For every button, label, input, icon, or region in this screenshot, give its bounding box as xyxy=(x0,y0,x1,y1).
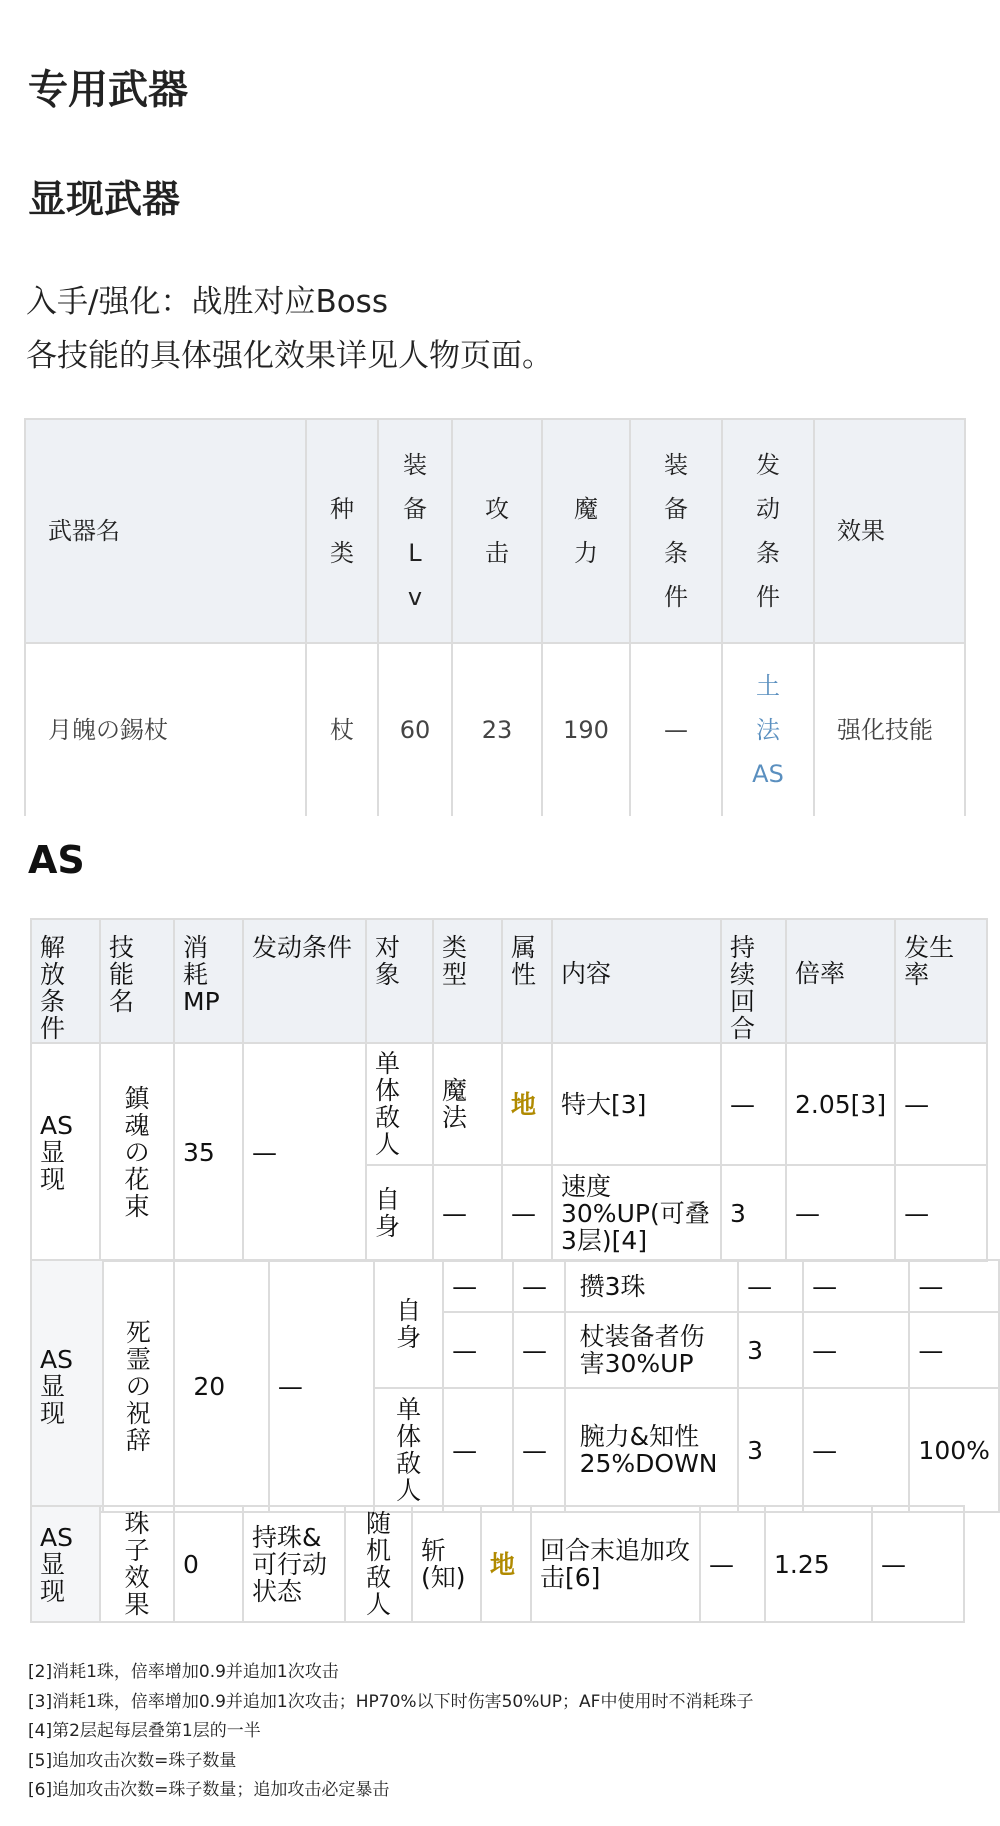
header-magic: 魔力 xyxy=(542,419,630,643)
skill2-content-2: 杖装备者伤害30%UP xyxy=(565,1312,739,1388)
weapon-name: 月魄の錫杖 xyxy=(25,643,306,816)
weapon-effect: 强化技能 xyxy=(814,643,965,816)
table-row xyxy=(31,1506,964,1622)
skill1-mp: 35 xyxy=(174,1043,243,1261)
footnote-5: [5]追加攻击次数=珠子数量 xyxy=(28,1750,237,1771)
skill2-kind-3: — xyxy=(443,1388,513,1512)
trigger-link[interactable]: 土法AS xyxy=(752,672,784,788)
skill2-unlock: AS显现 xyxy=(31,1260,103,1512)
as-heading: AS xyxy=(28,838,85,882)
skill3-name: 珠子效果 xyxy=(100,1506,174,1622)
skill2-chance-2: — xyxy=(909,1312,999,1388)
table-row xyxy=(31,1260,999,1312)
skill3-condition: 持珠&可行动状态 xyxy=(243,1506,345,1622)
header-type: 种类 xyxy=(306,419,378,643)
skill3-turns: — xyxy=(700,1506,765,1622)
skill2-target-self: 自身 xyxy=(374,1260,443,1388)
skill2-turns-1: — xyxy=(738,1260,803,1312)
skill1-content-2: 速度30%UP(可叠3层)[4] xyxy=(552,1165,721,1261)
skill1-target-2: 自身 xyxy=(366,1165,433,1261)
footnotes xyxy=(28,1658,753,1806)
skill2-condition: — xyxy=(269,1260,374,1512)
table-row xyxy=(25,643,965,816)
skill2-attribute-1: — xyxy=(513,1260,565,1312)
header-turns: 持续回合 xyxy=(721,919,786,1043)
header-chance: 发生率 xyxy=(895,919,987,1043)
header-level: 装备Lv xyxy=(378,419,452,643)
skill1-chance-2: — xyxy=(895,1165,987,1261)
header-attribute: 属性 xyxy=(502,919,552,1043)
as-table-header xyxy=(31,919,987,1043)
skill1-attribute: 地 xyxy=(502,1043,552,1165)
header-skill-name: 技能名 xyxy=(100,919,174,1043)
header-unlock: 解放条件 xyxy=(31,919,100,1043)
skill3-kind: 斩(知) xyxy=(412,1506,481,1622)
skill2-turns-2: 3 xyxy=(738,1312,803,1388)
intro-line-2: 各技能的具体强化效果详见人物页面。 xyxy=(26,338,553,374)
skill3-rate: 1.25 xyxy=(765,1506,872,1622)
section-title: 显现武器 xyxy=(28,177,181,221)
skill3-unlock: AS显现 xyxy=(31,1506,100,1622)
skill3-content: 回合末追加攻击[6] xyxy=(531,1506,700,1622)
skill2-rate-2: — xyxy=(803,1312,909,1388)
header-attack: 攻击 xyxy=(452,419,542,643)
header-weapon-name: 武器名 xyxy=(25,419,306,643)
weapon-magic: 190 xyxy=(542,643,630,816)
skill2-target-enemy: 单体敌人 xyxy=(374,1388,443,1512)
weapon-attack: 23 xyxy=(452,643,542,816)
skill1-attribute-2: — xyxy=(502,1165,552,1261)
footnote-4: [4]第2层起每层叠第1层的一半 xyxy=(28,1721,261,1741)
intro-line-1: 入手/强化：战胜对应Boss xyxy=(26,284,388,320)
skill2-chance-3: 100% xyxy=(909,1388,999,1512)
header-trigger-condition: 发动条件 xyxy=(722,419,814,643)
header-equip-condition: 装备条件 xyxy=(630,419,722,643)
skill1-rate-2: — xyxy=(786,1165,895,1261)
weapon-type: 杖 xyxy=(306,643,378,816)
skill2-turns-3: 3 xyxy=(738,1388,803,1512)
skill1-chance: — xyxy=(895,1043,987,1165)
footnote-6: [6]追加攻击次数=珠子数量；追加攻击必定暴击 xyxy=(28,1780,390,1800)
weapon-table xyxy=(24,418,966,816)
page-title: 专用武器 xyxy=(28,67,188,113)
skill1-name: 鎮魂の花束 xyxy=(100,1043,174,1261)
skill2-content-1: 攒3珠 xyxy=(565,1260,739,1312)
skill1-condition: — xyxy=(243,1043,366,1261)
skill3-chance: — xyxy=(872,1506,964,1622)
skill1-turns-2: 3 xyxy=(721,1165,786,1261)
skill2-rate-3: — xyxy=(803,1388,909,1512)
as-skill-table-3 xyxy=(30,1505,965,1623)
skill2-attribute-2: — xyxy=(513,1312,565,1388)
skill1-unlock: AS显现 xyxy=(31,1043,100,1261)
skill2-content-3: 腕力&知性25%DOWN xyxy=(565,1388,739,1512)
skill2-mp: 20 xyxy=(174,1260,269,1512)
weapon-table-header xyxy=(25,419,965,643)
weapon-level: 60 xyxy=(378,643,452,816)
footnote-2: [2]消耗1珠，倍率增加0.9并追加1次攻击 xyxy=(28,1662,339,1682)
header-condition: 发动条件 xyxy=(243,919,366,1043)
header-mp: 消耗MP xyxy=(174,919,243,1043)
skill2-rate-1: — xyxy=(803,1260,909,1312)
header-target: 对象 xyxy=(366,919,433,1043)
as-skill-table-1 xyxy=(30,918,988,1262)
header-kind: 类型 xyxy=(433,919,502,1043)
skill3-target: 随机敌人 xyxy=(345,1506,412,1622)
skill1-rate: 2.05[3] xyxy=(786,1043,895,1165)
skill1-kind: 魔法 xyxy=(433,1043,502,1165)
skill1-target: 单体敌人 xyxy=(366,1043,433,1165)
skill2-name: 死霊の祝辞 xyxy=(103,1260,175,1512)
table-row xyxy=(31,1043,987,1165)
header-rate: 倍率 xyxy=(786,919,895,1043)
weapon-trigger[interactable] xyxy=(722,643,814,816)
skill3-attribute: 地 xyxy=(481,1506,531,1622)
skill1-kind-2: — xyxy=(433,1165,502,1261)
skill2-chance-1: — xyxy=(909,1260,999,1312)
footnote-3: [3]消耗1珠，倍率增加0.9并追加1次攻击；HP70%以下时伤害50%UP；AF中使用时不消耗珠子 xyxy=(28,1691,754,1712)
skill2-kind-2: — xyxy=(443,1312,513,1388)
skill1-content: 特大[3] xyxy=(552,1043,721,1165)
header-effect: 效果 xyxy=(814,419,965,643)
skill2-attribute-3: — xyxy=(513,1388,565,1512)
weapon-equip-condition: — xyxy=(630,643,722,816)
as-skill-table-2 xyxy=(30,1259,1000,1513)
header-content: 内容 xyxy=(552,919,721,1043)
skill3-mp: 0 xyxy=(174,1506,243,1622)
skill2-kind-1: — xyxy=(443,1260,513,1312)
skill1-turns: — xyxy=(721,1043,786,1165)
